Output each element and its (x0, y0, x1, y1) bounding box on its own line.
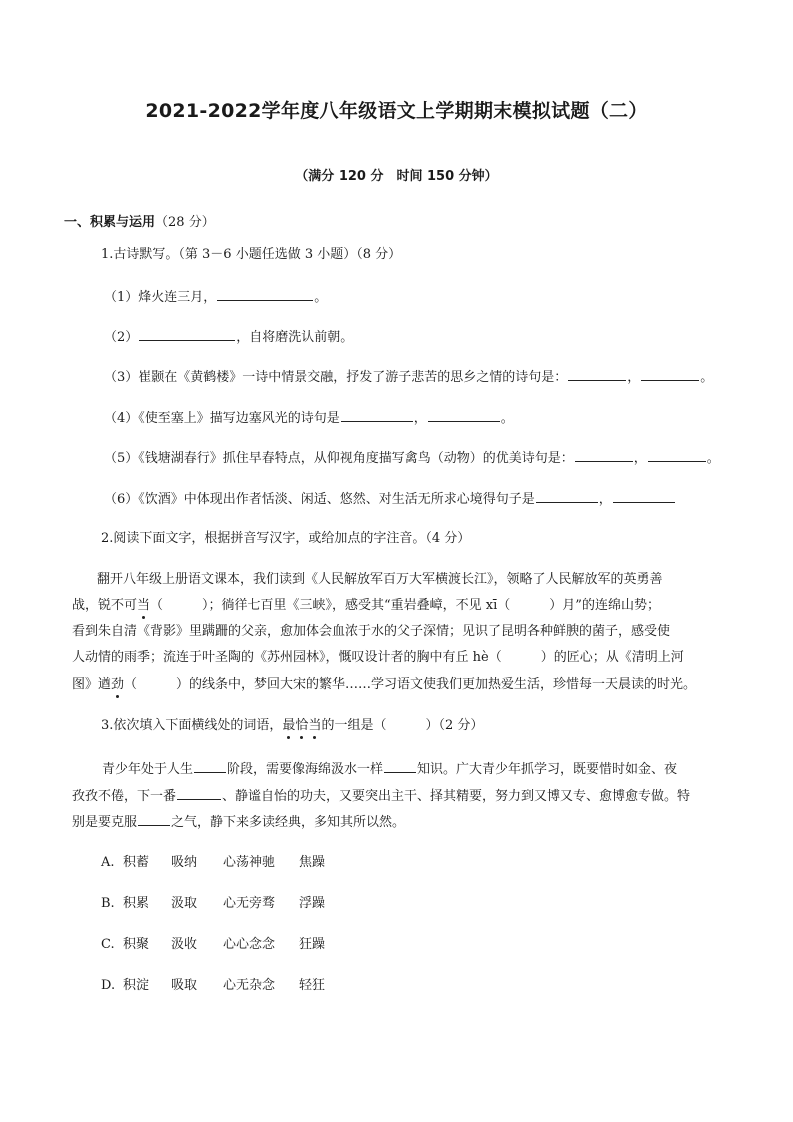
q3-stem-text: 的一组是（ ）（2 分） (321, 718, 484, 733)
q2-passage-line: 看到朱自清《背影》里蹒跚的父亲，愈加体会血浓于水的父子深情；见识了昆明各种鲜腴的菌子，感受使 (72, 624, 671, 639)
q3-passage-text: 、静谧自怡的功夫，又要突出主干、择其精要，努力到又博又专、愈博愈专做。特 (222, 789, 691, 804)
q1-item-5-text: （5）《钱塘湖春行》抓住早春特点，从仰视角度描写禽鸟（动物）的优美诗句是： (104, 451, 574, 466)
option-word: 积淀 (123, 978, 150, 993)
q1-item-2 (104, 327, 353, 347)
q1-item-3-end: 。 (700, 370, 714, 385)
option-word: 积累 (123, 896, 150, 911)
option-letter: C. (101, 937, 115, 952)
option-word: 心无杂念 (223, 978, 276, 993)
option-word: 吸纳 (171, 855, 198, 870)
q1-item-3-text: （3）崔颢在《黄鹤楼》一诗中情景交融，抒发了游子悲苦的思乡之情的诗句是： (104, 370, 568, 385)
answer-blank[interactable] (641, 367, 699, 381)
option-c[interactable] (101, 936, 325, 954)
q1-item-5 (104, 448, 720, 468)
option-word: 焦躁 (299, 855, 326, 870)
option-letter: B. (101, 896, 115, 911)
q1-item-6-text: （6）《饮酒》中体现出作者恬淡、闲适、悠然、对生活无所求心境得句子是 (104, 492, 535, 507)
q1-item-1-end: 。 (314, 290, 328, 305)
q1-item-4-end: 。 (500, 411, 514, 426)
q3-passage-text: 阶段，需要像海绵汲水一样 (227, 762, 384, 777)
question-1-stem: 1.古诗默写。（第 3－6 小题任选做 3 小题）（8 分） (101, 247, 402, 262)
answer-blank[interactable] (217, 287, 313, 301)
dotted-character: 恰 (295, 718, 309, 733)
comma: ， (598, 492, 612, 507)
q3-passage-line (72, 786, 690, 806)
q1-item-1-text: （1）烽火连三月， (104, 290, 217, 305)
q2-passage-text: 图》遒 (72, 677, 112, 692)
answer-blank[interactable] (536, 489, 598, 503)
q3-passage-text: 青少年处于人生 (102, 762, 194, 777)
option-word: 心荡神驰 (223, 855, 276, 870)
q1-item-3 (104, 367, 713, 387)
answer-blank[interactable] (384, 759, 416, 773)
answer-blank[interactable] (648, 448, 706, 462)
q3-passage-text: 之气，静下来多读经典，多知其所以然。 (171, 815, 406, 830)
dotted-character: 当 (308, 718, 322, 733)
score-time-info: （满分 120 分 时间 150 分钟） (295, 169, 498, 184)
option-word: 积聚 (123, 937, 150, 952)
comma: ， (627, 370, 641, 385)
q1-item-4-text: （4）《使至塞上》描写边塞风光的诗句是 (104, 411, 340, 426)
q3-passage-text: 孜孜不倦，下一番 (72, 789, 177, 804)
q3-passage-line (72, 812, 405, 832)
answer-blank[interactable] (177, 786, 221, 800)
option-word: 吸取 (171, 978, 198, 993)
q3-passage-text: 知识。广大青少年抓学习，既要惜时如金、夜 (417, 762, 678, 777)
q2-passage-text: （ ）；徜徉七百里《三峡》，感受其“重岩叠嶂，不见 xī（ ）月”的连绵山势； (150, 598, 660, 613)
q1-item-5-end: 。 (706, 451, 720, 466)
option-letter: D. (101, 978, 116, 993)
q2-passage-line: 翻开八年级上册语文课本，我们读到《人民解放军百万大军横渡长江》，领略了人民解放军的英勇善 (97, 572, 663, 587)
section-heading (64, 214, 215, 232)
answer-blank[interactable] (138, 812, 170, 826)
comma: ， (633, 451, 647, 466)
option-letter: A. (101, 855, 115, 870)
q3-passage-text: 别是要克服 (72, 815, 138, 830)
option-a[interactable] (101, 854, 325, 872)
q1-item-4 (104, 408, 514, 428)
answer-blank[interactable] (194, 759, 226, 773)
option-word: 心心念念 (223, 937, 276, 952)
q3-passage-line (102, 759, 677, 779)
dotted-character: 最 (282, 718, 296, 733)
q1-item-6 (104, 489, 676, 509)
q2-passage-text: （ ）的线条中，梦回大宋的繁华……学习语文使我们更加热爱生活，珍惜每一天晨读的时光。 (124, 677, 697, 692)
q2-passage-text: 战，锐不可 (72, 598, 138, 613)
option-b[interactable] (101, 895, 325, 913)
option-d[interactable] (101, 977, 325, 995)
page-title: 2021-2022学年度八年级语文上学期期末模拟试题（二） (145, 100, 648, 122)
option-word: 积蓄 (123, 855, 150, 870)
option-word: 狂躁 (299, 937, 326, 952)
dotted-character: 劲 (111, 677, 125, 692)
question-2-stem: 2.阅读下面文字，根据拼音写汉字，或给加点的字注音。（4 分） (101, 531, 471, 546)
answer-blank[interactable] (568, 367, 626, 381)
answer-blank[interactable] (575, 448, 633, 462)
q1-item-2-end: ，自将磨洗认前朝。 (236, 330, 354, 345)
section-title: 一、积累与运用 (64, 215, 156, 230)
q1-item-1 (104, 287, 327, 307)
section-points: （28 分） (155, 215, 215, 230)
dotted-character: 当 (137, 598, 151, 613)
comma: ， (413, 411, 427, 426)
answer-blank[interactable] (341, 408, 413, 422)
q1-item-2-text: （2） (104, 330, 139, 345)
answer-blank[interactable] (428, 408, 500, 422)
option-word: 浮躁 (299, 896, 326, 911)
q3-stem-text: 3.依次填入下面横线处的词语， (101, 718, 283, 733)
option-word: 心无旁骛 (223, 896, 276, 911)
question-3-stem (101, 717, 483, 735)
option-word: 轻狂 (299, 978, 326, 993)
answer-blank[interactable] (139, 327, 235, 341)
q2-passage-line: 人动情的雨季；流连于叶圣陶的《苏州园林》，慨叹设计者的胸中有丘 hè（ ）的匠心；从《清明上河 (72, 650, 684, 665)
option-word: 汲收 (171, 937, 198, 952)
option-word: 汲取 (171, 896, 198, 911)
q2-passage-line (72, 676, 696, 694)
answer-blank[interactable] (613, 489, 675, 503)
q2-passage-line (72, 597, 660, 615)
